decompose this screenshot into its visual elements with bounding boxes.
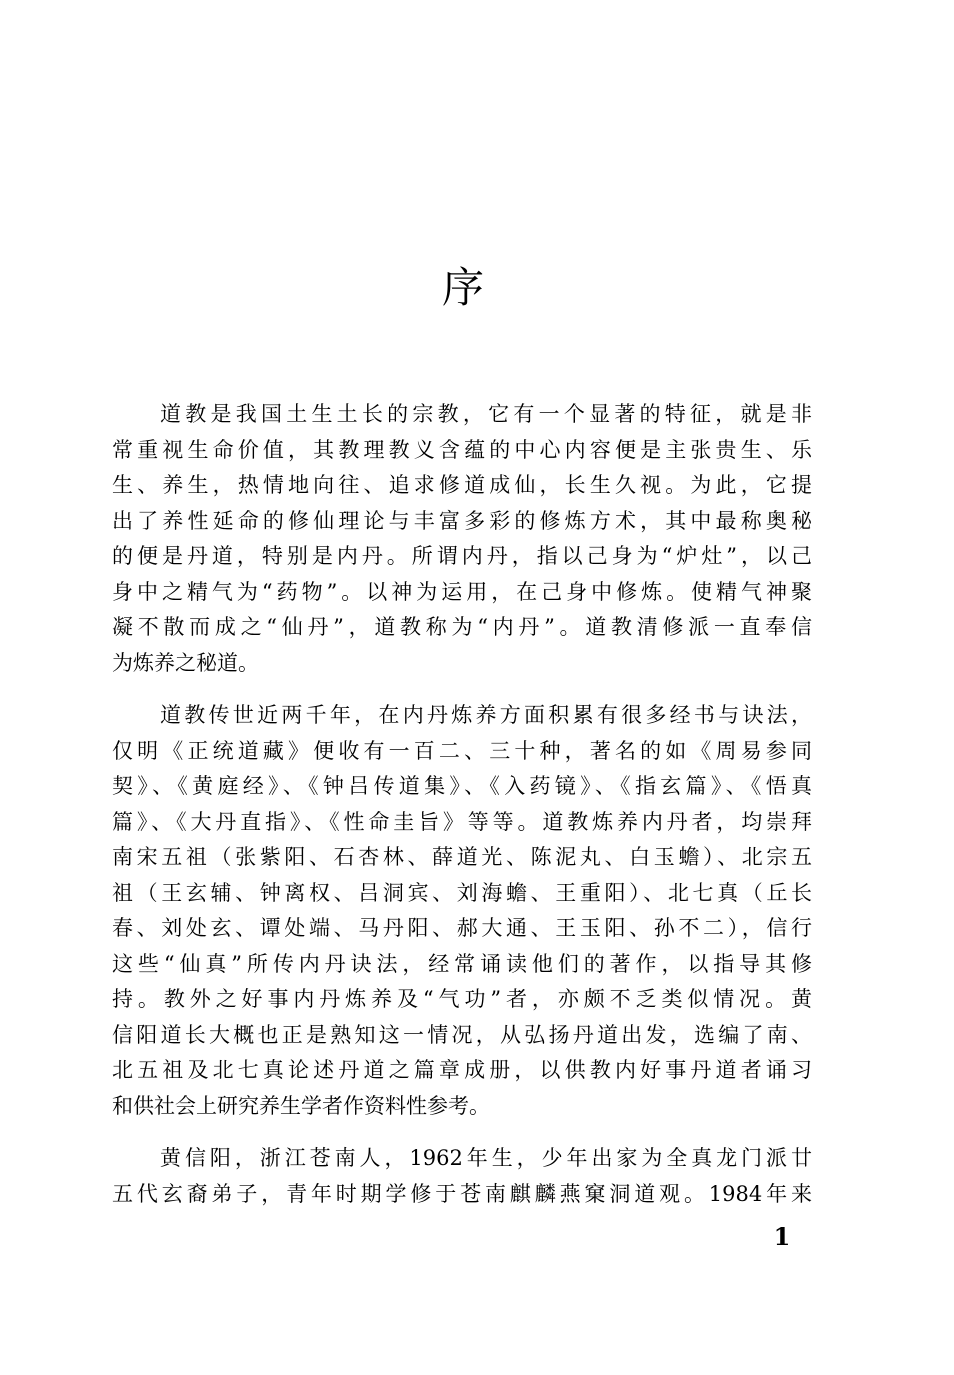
- text-line: 春、刘处玄、谭处端、马丹阳、郝大通、王玉阳、孙不二），信行: [112, 916, 812, 940]
- page-title: 序: [441, 263, 484, 312]
- text-line: 身中之精气为“药物”。以神为运用，在己身中修炼。使精气神聚: [112, 579, 812, 604]
- text-line: 出了养性延命的修仙理论与丰富多彩的修炼方术，其中最称奥秘: [112, 508, 812, 533]
- text-line: 南宋五祖（张紫阳、石杏林、薛道光、陈泥丸、白玉蟾）、北宗五: [112, 845, 812, 869]
- text-line: 道教是我国土生土长的宗教，它有一个显著的特征，就是非: [160, 402, 812, 426]
- text-line: 的便是丹道，特别是内丹。所谓内丹，指以己身为“炉灶”，以己: [112, 544, 812, 568]
- text-line: 仅明《正统道藏》便收有一百二、三十种，著名的如《周易参同: [112, 738, 812, 763]
- text-line: 五代玄裔弟子，青年时期学修于苍南麒麟燕窠洞道观。1984年来: [112, 1181, 812, 1206]
- page-number: 1: [773, 1222, 791, 1251]
- text-line: 凝不散而成之“仙丹”，道教称为“内丹”。道教清修派一直奉信: [112, 615, 812, 639]
- text-line: 和供社会上研究养生学者作资料性参考。: [112, 1093, 490, 1118]
- text-line: 道教传世近两千年，在内丹炼养方面积累有很多经书与诀法，: [160, 703, 812, 727]
- text-line: 黄信阳，浙江苍南人，1962年生，少年出家为全真龙门派廿: [160, 1146, 812, 1170]
- text-line: 这些“仙真”所传内丹诀法，经常诵读他们的著作，以指导其修: [112, 951, 812, 976]
- paragraph-3: [112, 1141, 812, 1212]
- body-text: [112, 397, 812, 1212]
- text-line: 契》、《黄庭经》、《钟吕传道集》、《入药镜》、《指玄篇》、《悟真: [112, 774, 812, 798]
- text-line: 为炼养之秘道。: [112, 650, 259, 675]
- text-line: 信阳道长大概也正是熟知这一情况，从弘扬丹道出发，选编了南、: [112, 1022, 812, 1047]
- text-line: 北五祖及北七真论述丹道之篇章成册，以供教内好事丹道者诵习: [112, 1058, 812, 1082]
- text-line: 常重视生命价值，其教理教义含蕴的中心内容便是主张贵生、乐: [112, 437, 812, 462]
- paragraph-1: [112, 397, 812, 681]
- text-line: 祖（王玄辅、钟离权、吕洞宾、刘海蟾、王重阳）、北七真（丘长: [112, 880, 812, 905]
- text-line: 持。教外之好事内丹炼养及“气功”者，亦颇不乏类似情况。黄: [112, 987, 812, 1011]
- text-line: 篇》、《大丹直指》、《性命圭旨》等等。道教炼养内丹者，均崇拜: [112, 809, 812, 834]
- paragraph-2: [112, 698, 812, 1124]
- text-line: 生、养生，热情地向往、追求修道成仙，长生久视。为此，它提: [112, 473, 812, 497]
